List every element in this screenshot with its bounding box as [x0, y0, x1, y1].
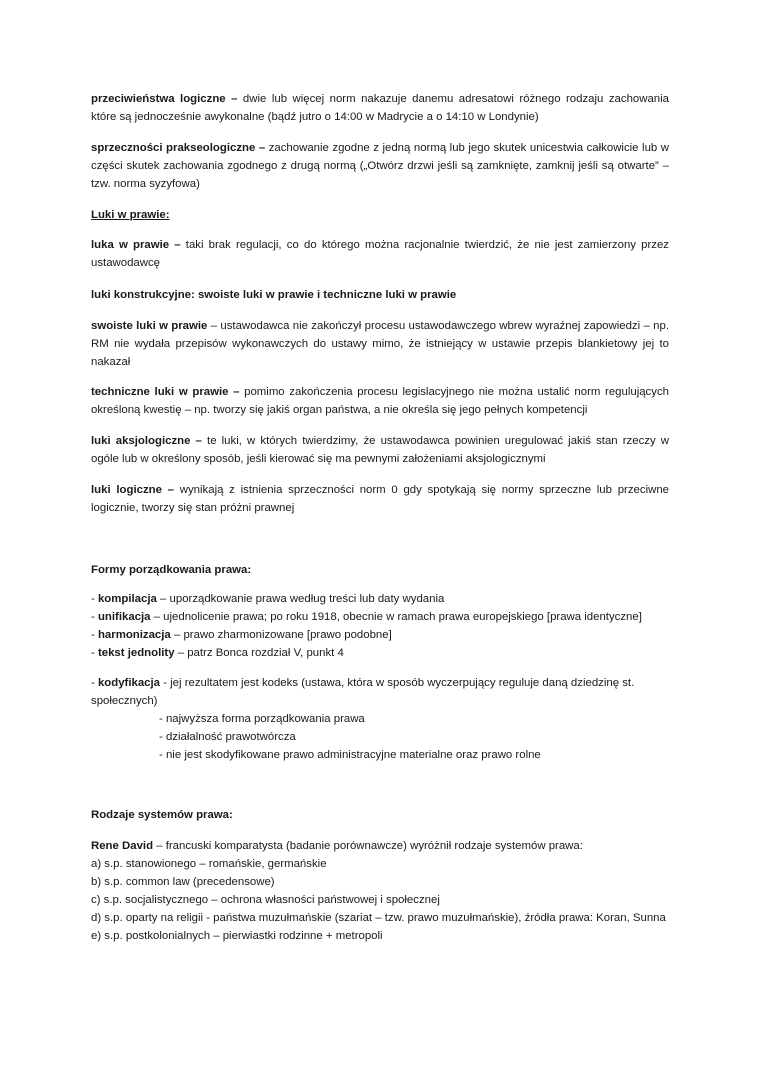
- bullet-dash: -: [91, 647, 98, 659]
- paragraph-luki-konstrukcyjne: [91, 286, 669, 304]
- definition-text: te luki, w których twierdzimy, że ustawodawca powinien uregulować jakiś stan rzeczy w ogóle lub w określony sposób, jeśli kierować się ma pewnymi założeniami aksjologicznymi: [91, 435, 670, 465]
- bullet-dash: -: [91, 677, 98, 689]
- term-rene-david: Rene David: [91, 840, 154, 852]
- definition-text: wynikają z istnienia sprzeczności norm 0 gdy spotykają się normy sprzeczne lub przeciwne logicznie, tworzy się stan próżni prawnej: [91, 484, 669, 514]
- bullet-dash: -: [91, 593, 98, 605]
- term-tekst-jednolity: tekst jednolity: [97, 647, 175, 659]
- term-swoiste-luki: swoiste luki w prawie: [91, 320, 208, 332]
- list-item: [91, 644, 669, 662]
- term-luka-w-prawie: luka w prawie –: [91, 239, 181, 251]
- list-kodyfikacja-sub: [159, 710, 659, 764]
- list-item: e) s.p. postkolonialnych – pierwiastki rodzinne + metropoli: [91, 930, 383, 942]
- list-item: c) s.p. socjalistycznego – ochrona własności państwowej i społecznej: [91, 894, 440, 906]
- item-text: – ujednolicenie prawa; po roku 1918, obecnie w ramach prawa europejskiego [prawa identyczne]: [150, 611, 642, 623]
- term-sprzecznosci-prakseologiczne: sprzeczności prakseologiczne –: [91, 142, 266, 154]
- list-formy: [91, 590, 669, 662]
- paragraph-rene-david: [91, 837, 669, 855]
- item-text: – uporządkowanie prawa według treści lub daty wydania: [156, 593, 445, 605]
- item-text: – patrz Bonca rozdział V, punkt 4: [174, 647, 344, 659]
- paragraph-swoiste-luki: [91, 317, 669, 371]
- definition-text: – ustawodawca nie zakończył procesu ustawodawczego wbrew wyraźnej zapowiedzi – np. RM nie wydała przepisów wykonawczych do ustawy mimo, że istniejący w ustawie przepis blankietowy jej to nakazał: [91, 320, 669, 368]
- bullet-dash: -: [91, 611, 98, 623]
- paragraph-luki-logiczne: [91, 481, 669, 517]
- item-text: - jej rezultatem jest kodeks (ustawa, która w sposób wyczerpujący reguluje daną dziedzinę st. społecznych): [91, 677, 635, 707]
- list-item: [91, 608, 669, 626]
- bullet-dash: -: [91, 629, 98, 641]
- term-przeciwienstwa-logiczne: przeciwieństwa logiczne –: [91, 93, 238, 105]
- term-techniczne-luki: techniczne luki w prawie –: [91, 386, 240, 398]
- paragraph-techniczne-luki: [91, 383, 669, 419]
- list-item: a) s.p. stanowionego – romańskie, germańskie: [91, 858, 327, 870]
- item-text: – prawo zharmonizowane [prawo podobne]: [170, 629, 392, 641]
- list-item: [91, 626, 669, 644]
- paragraph-luki-aksjologiczne: [91, 432, 669, 468]
- item-text: – francuski komparatysta (badanie porównawcze) wyróżnił rodzaje systemów prawa:: [153, 840, 583, 852]
- list-item: - najwyższa forma porządkowania prawa: [159, 713, 365, 725]
- paragraph-przeciwienstwa-logiczne: [91, 90, 669, 126]
- paragraph-kodyfikacja: [91, 674, 669, 710]
- term-luki-aksjologiczne: luki aksjologiczne –: [91, 435, 202, 447]
- definition-text: dwie lub więcej norm nakazuje danemu adresatowi różnego rodzaju zachowania które są jednocześnie awykonalne (bądź jutro o 14:00 w Madrycie a o 14:10 w Londynie): [91, 93, 670, 123]
- term-harmonizacja: harmonizacja: [97, 629, 171, 641]
- term-kodyfikacja: kodyfikacja: [97, 677, 161, 689]
- heading-luki-w-prawie: Luki w prawie:: [91, 209, 170, 221]
- paragraph-luka-w-prawie: [91, 236, 669, 272]
- paragraph-sprzecznosci-prakseologiczne: [91, 139, 669, 193]
- heading-rodzaje-systemow: Rodzaje systemów prawa:: [91, 809, 233, 821]
- definition-text: pomimo zakończenia procesu legislacyjnego nie można ustalić norm regulujących określoną kwestię – np. tworzy się jakiś organ państwa, a nie określa się jego pełnych kompetencji: [91, 386, 669, 416]
- list-item: - działalność prawotwórcza: [159, 731, 296, 743]
- term-kompilacja: kompilacja: [97, 593, 157, 605]
- heading-formy-porzadkowania: Formy porządkowania prawa:: [91, 564, 252, 576]
- term-luki-logiczne: luki logiczne –: [91, 484, 175, 496]
- list-item: d) s.p. oparty na religii - państwa muzułmańskie (szariat – tzw. prawo muzułmańskie), źródła prawa: Koran, Sunna: [91, 912, 666, 924]
- list-systemy: [91, 855, 669, 945]
- term-unifikacja: unifikacja: [97, 611, 151, 623]
- list-item: [91, 590, 669, 608]
- term-luki-konstrukcyjne: luki konstrukcyjne: swoiste luki w prawie i techniczne luki w prawie: [91, 289, 457, 301]
- list-item: b) s.p. common law (precedensowe): [91, 876, 275, 888]
- list-item: - nie jest skodyfikowane prawo administracyjne materialne oraz prawo rolne: [159, 749, 541, 761]
- definition-text: zachowanie zgodne z jedną normą lub jego skutek unicestwia całkowicie lub w części skutek zachowania zgodnego z drugą normą („Otwórz drzwi jeśli są zamknięte, zamknij jeśli są otwarte” – tzw. norma syzyfowa): [91, 142, 669, 190]
- definition-text: taki brak regulacji, co do którego można racjonalnie twierdzić, że nie jest zamierzony przez ustawodawcę: [91, 239, 670, 269]
